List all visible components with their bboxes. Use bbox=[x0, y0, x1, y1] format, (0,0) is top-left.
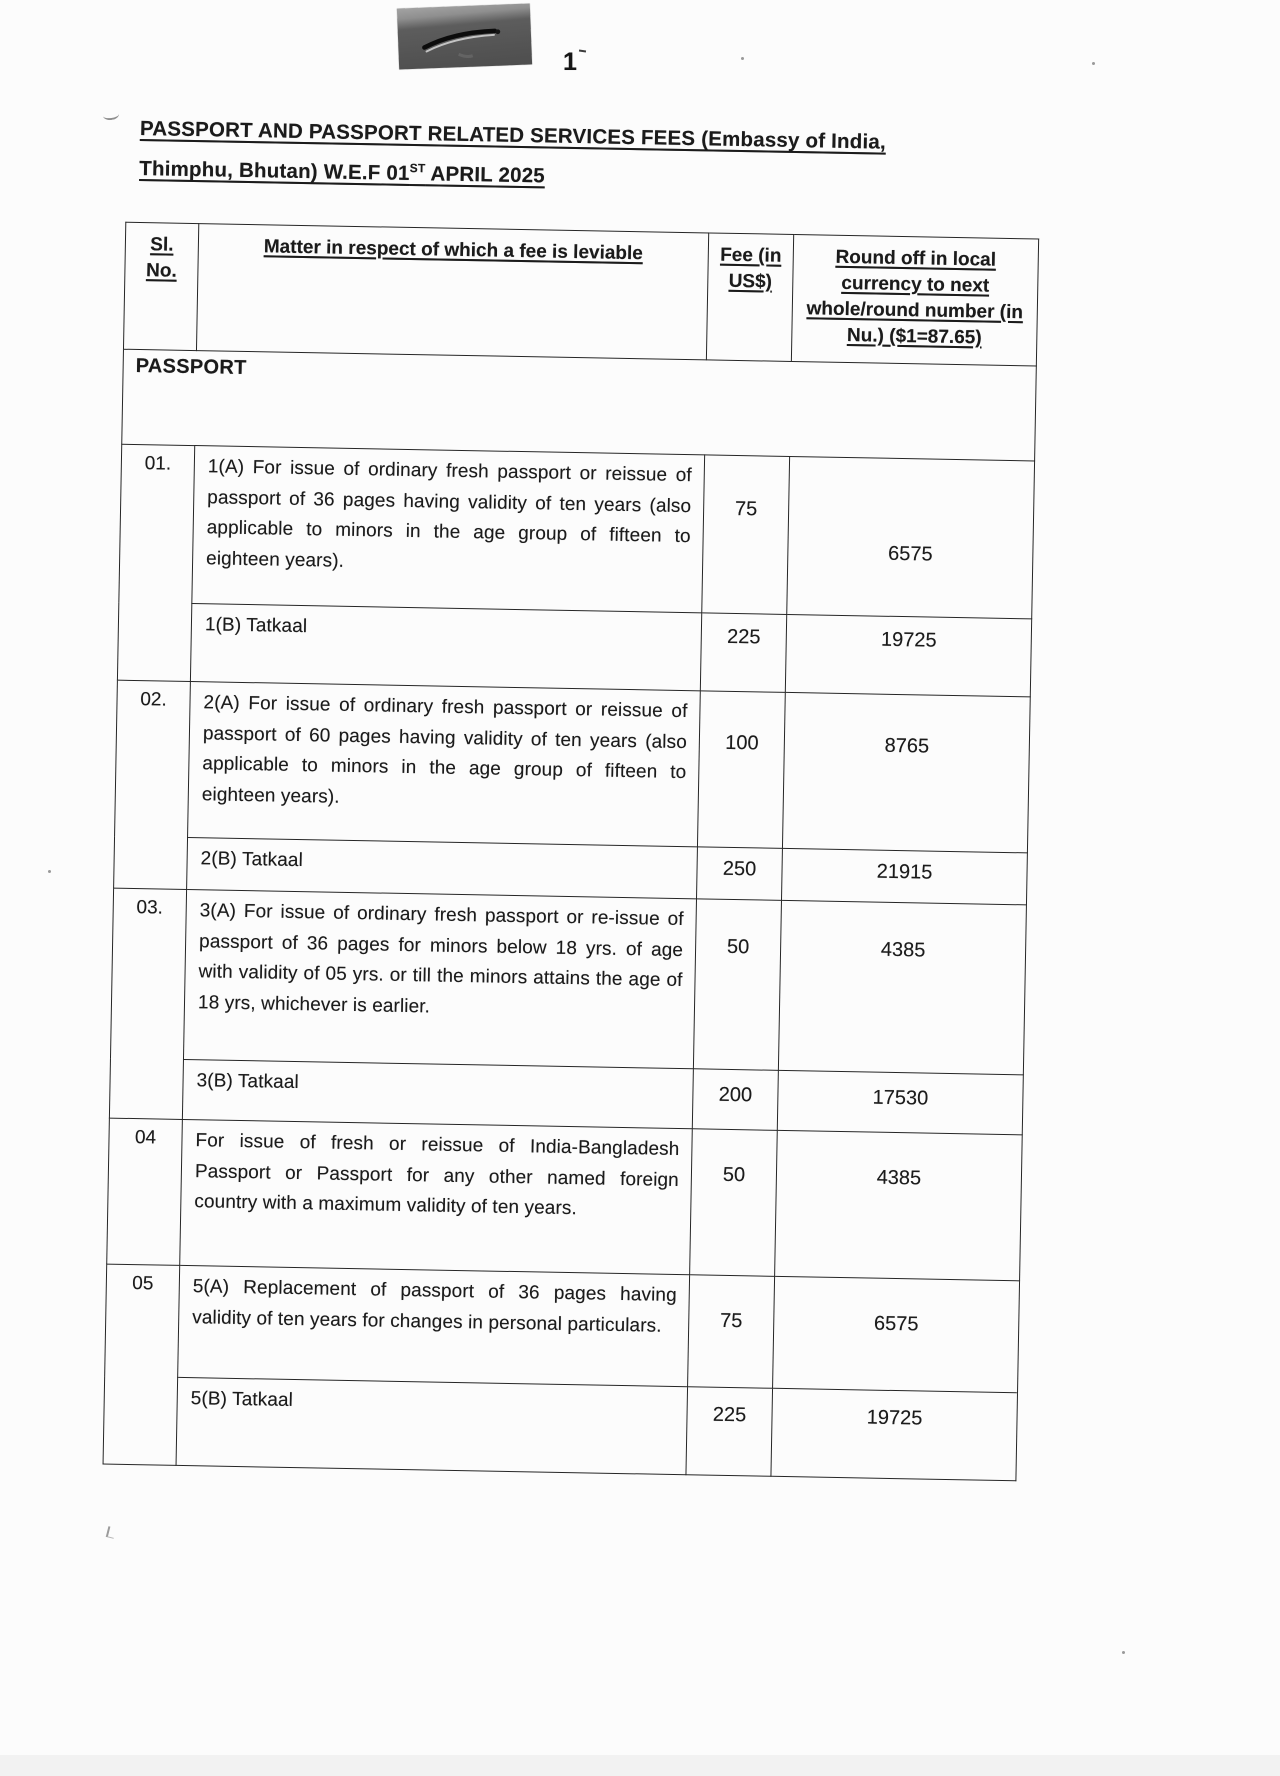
section-header-passport: PASSPORT bbox=[122, 349, 1037, 461]
sl-number: 03. bbox=[109, 888, 186, 1119]
table-row bbox=[115, 680, 1031, 853]
sl-number: 05 bbox=[103, 1264, 180, 1465]
col-header-round: Round off in local currency to next whole/round number (in Nu.) ($1=87.65) bbox=[791, 234, 1038, 365]
sl-number: 04 bbox=[107, 1118, 183, 1265]
matter-cell: 2(A) For issue of ordinary fresh passport or reissue of passport of 60 pages having validity of ten years (also applicable to minors in the age group of fifteen to eighteen years). bbox=[188, 682, 701, 847]
section-row bbox=[122, 349, 1037, 461]
fee-cell: 75 bbox=[688, 1275, 775, 1389]
col-header-fee: Fee (in US$) bbox=[706, 233, 793, 362]
fee-cell: 225 bbox=[686, 1387, 773, 1477]
table-header-row bbox=[123, 222, 1038, 366]
table-row bbox=[105, 1264, 1020, 1393]
matter-cell: 3(B) Tatkaal bbox=[182, 1059, 693, 1128]
round-off-cell: 4385 bbox=[778, 900, 1026, 1074]
round-off-cell: 19725 bbox=[771, 1388, 1018, 1480]
round-off-cell: 6575 bbox=[787, 456, 1035, 618]
title-line-2: Thimphu, Bhutan) W.E.F 01ST APRIL 2025 bbox=[139, 156, 546, 188]
table-row bbox=[107, 1118, 1023, 1281]
title-superscript: ST bbox=[409, 160, 426, 176]
document-title bbox=[139, 112, 1000, 202]
sl-number: 01. bbox=[117, 444, 194, 681]
matter-cell: 2(B) Tatkaal bbox=[187, 837, 698, 898]
matter-cell: 5(A) Replacement of passport of 36 pages having validity of ten years for changes in personal particulars. bbox=[178, 1265, 690, 1386]
fee-cell: 225 bbox=[700, 613, 786, 693]
round-off-cell: 4385 bbox=[775, 1130, 1023, 1280]
table-row bbox=[119, 444, 1035, 619]
sl-number: 02. bbox=[114, 680, 191, 889]
fee-cell: 75 bbox=[702, 455, 790, 615]
table-row bbox=[103, 1376, 1017, 1481]
matter-cell: 1(B) Tatkaal bbox=[190, 604, 701, 691]
round-off-cell: 8765 bbox=[782, 692, 1030, 852]
col-header-matter: Matter in respect of which a fee is leviable bbox=[196, 224, 708, 360]
fee-cell: 250 bbox=[697, 847, 783, 901]
round-off-cell: 21915 bbox=[781, 848, 1027, 904]
fee-cell: 50 bbox=[693, 899, 781, 1071]
table-row bbox=[110, 888, 1026, 1075]
round-off-cell: 17530 bbox=[777, 1070, 1023, 1134]
fee-cell: 200 bbox=[692, 1069, 778, 1131]
round-off-cell: 19725 bbox=[785, 614, 1031, 696]
matter-cell: For issue of fresh or reissue of India-Bangladesh Passport or Passport for any other named foreign country with a maximum validity of ten years. bbox=[180, 1119, 693, 1274]
fees-table bbox=[103, 222, 1040, 1482]
page-number: 1 bbox=[563, 48, 586, 77]
col-header-sl-no: Sl. No. bbox=[123, 222, 198, 350]
fee-cell: 50 bbox=[690, 1129, 778, 1277]
title-line-1: PASSPORT AND PASSPORT RELATED SERVICES FEES (Embassy of India, bbox=[139, 117, 887, 154]
fee-cell: 100 bbox=[697, 691, 785, 849]
matter-cell: 5(B) Tatkaal bbox=[176, 1377, 688, 1474]
matter-cell: 1(A) For issue of ordinary fresh passport or reissue of passport of 36 pages having validity of ten years (also applicable to minors in the age group of fifteen to eighteen years). bbox=[192, 446, 705, 613]
round-off-cell: 6575 bbox=[773, 1276, 1020, 1392]
matter-cell: 3(A) For issue of ordinary fresh passport or re-issue of passport of 36 pages for minors below 18 yrs. of age with validity of 05 yrs. or till the minors attains the age of 18 yrs, whichever is earlier. bbox=[183, 889, 696, 1068]
